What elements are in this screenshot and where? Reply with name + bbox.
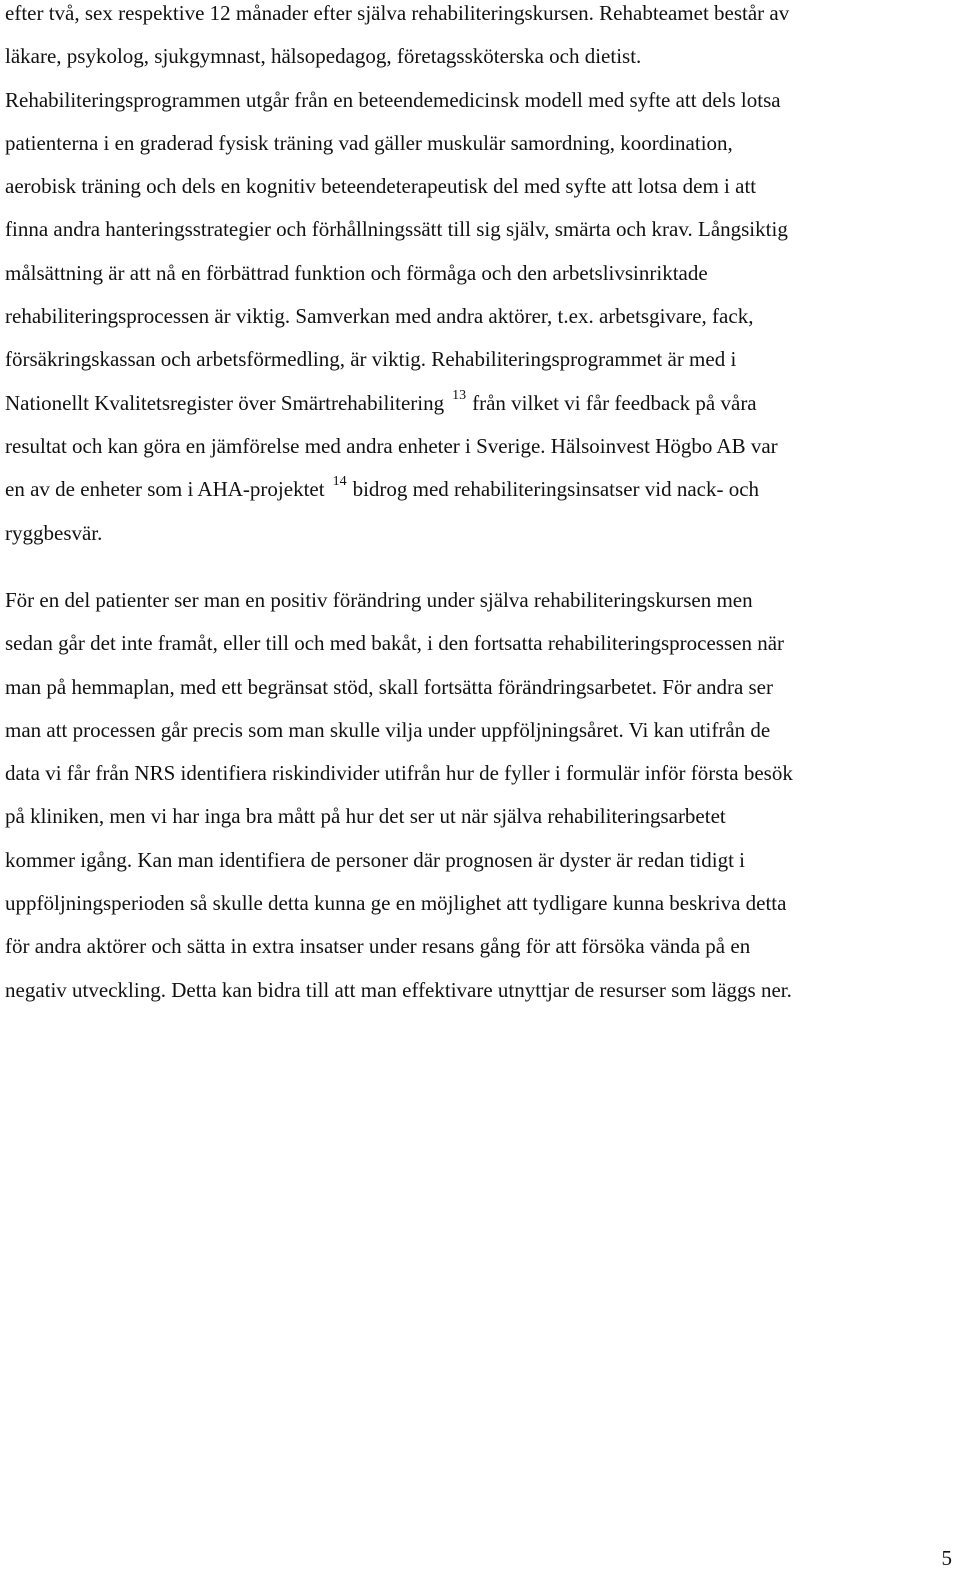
paragraph-1-line-11: resultat och kan göra en jämförelse med andra enheter i Sverige. Hälsoinvest Högbo AB var — [5, 433, 778, 458]
paragraph-2-line-4: man att processen går precis som man skulle vilja under uppföljningsåret. Vi kan utifrån de — [5, 717, 771, 742]
paragraph-1-line-13: ryggbesvär. — [5, 520, 103, 545]
paragraph-1-line-5: aerobisk träning och dels en kognitiv beteendeterapeutisk del med syfte att lotsa dem i att — [5, 174, 757, 199]
paragraph-1-line-3: Rehabiliteringsprogrammen utgår från en beteendemedicinsk modell med syfte att dels lotsa — [5, 87, 781, 112]
paragraph-1-line-8: rehabiliteringsprocessen är viktig. Samverkan med andra aktörer, t.ex. arbetsgivare, fack, — [5, 304, 754, 329]
paragraph-1-line-7: målsättning är att nå en förbättrad funktion och förmåga och den arbetslivsinriktade — [5, 260, 708, 285]
paragraph-2-line-3: man på hemmaplan, med ett begränsat stöd, skall fortsätta förändringsarbetet. För andra ser — [5, 674, 773, 699]
page-number: 5 — [941, 1546, 952, 1570]
paragraph-1-line-4: patienterna i en graderad fysisk träning vad gäller muskulär samordning, koordination, — [5, 130, 733, 155]
paragraph-2-line-9: för andra aktörer och sätta in extra insatser under resans gång för att försöka vända på en — [5, 934, 751, 959]
paragraph-1-line-9: försäkringskassan och arbetsförmedling, är viktig. Rehabiliteringsprogrammet är med i — [5, 347, 737, 372]
paragraph-2-line-10: negativ utveckling. Detta kan bidra till att man effektivare utnyttjar de resurser som läggs ner. — [5, 977, 792, 1002]
line-10-text-before: Nationellt Kvalitetsregister över Smärtrehabilitering — [5, 390, 445, 415]
footnote-ref-14[interactable]: 14 — [332, 474, 347, 490]
paragraph-2-line-8: uppföljningsperioden så skulle detta kunna ge en möjlighet att tydligare kunna beskriva detta — [5, 891, 787, 916]
paragraph-2-line-7: kommer igång. Kan man identifiera de personer där prognosen är dyster är redan tidigt i — [5, 847, 745, 872]
paragraph-2 — [5, 587, 955, 1020]
paragraph-1-line-1: efter två, sex respektive 12 månader efter själva rehabiliteringskursen. Rehabteamet består av — [5, 1, 790, 25]
paragraph-2-line-2: sedan går det inte framåt, eller till och med bakåt, i den fortsatta rehabiliteringsprocessen när — [5, 631, 785, 656]
paragraph-1-line-10 — [5, 387, 955, 433]
paragraph-2-line-1: För en del patienter ser man en positiv förändring under själva rehabiliteringskursen men — [5, 588, 753, 612]
paragraph-1 — [5, 0, 955, 563]
paragraph-1-line-6: finna andra hanteringsstrategier och förhållningssätt till sig själv, smärta och krav. Långsiktig — [5, 217, 788, 242]
line-12-text-before: en av de enheter som i AHA-projektet — [5, 477, 325, 502]
paragraph-2-line-5: data vi får från NRS identifiera riskindivider utifrån hur de fyller i formulär inför första besök — [5, 761, 793, 786]
paragraph-1-line-2: läkare, psykolog, sjukgymnast, hälsopedagog, företagssköterska och dietist. — [5, 44, 642, 69]
footnote-ref-13[interactable]: 13 — [452, 387, 467, 403]
paragraph-2-line-6: på kliniken, men vi har inga bra mått på hur det ser ut när själva rehabiliteringsarbetet — [5, 804, 726, 829]
paragraph-1-line-12 — [5, 476, 955, 519]
line-12-text-after: bidrog med rehabiliteringsinsatser vid nack- och — [352, 477, 760, 502]
line-10-text-after: från vilket vi får feedback på våra — [472, 390, 757, 415]
